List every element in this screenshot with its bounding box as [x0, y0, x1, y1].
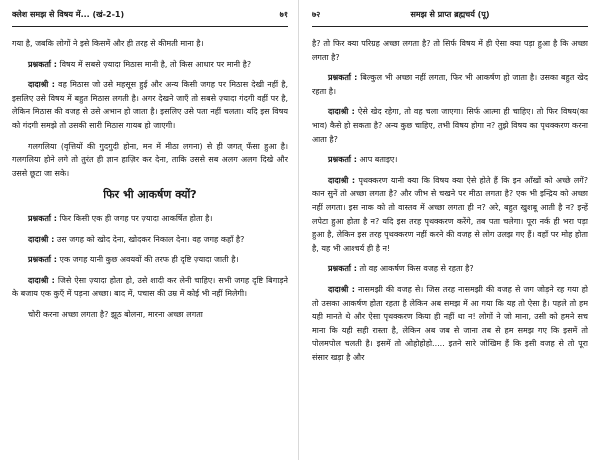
speaker-label: प्रश्नकर्ता : [28, 59, 57, 69]
paragraph [12, 233, 288, 247]
paragraph-text: चोरी करना अच्छा लगता है? झूठ बोलना, मारना अच्छा लगता [28, 309, 203, 319]
speaker-label: दादाश्री : [328, 175, 356, 185]
paragraph [12, 37, 288, 51]
speaker-label: प्रश्नकर्ता : [328, 155, 357, 165]
paragraph [312, 105, 588, 146]
speaker-label: प्रश्नकर्ता : [328, 73, 358, 83]
paragraph [12, 308, 288, 322]
paragraph-text: फिर किसी एक ही जगह पर ज़्यादा आकर्षित होता है। [59, 213, 213, 223]
paragraph-text: ऐसे खेद रहेगा, तो वह चला जाएगा। सिर्फ आत्मा ही चाहिए। तो फिर विषय(का भाव) कैसे हो सकता है? अन्य कुछ चाहिए, तभी विषय होगा न? तुझे विषय का पृथक्करण करना आता है? [312, 107, 588, 144]
paragraph [12, 253, 288, 267]
paragraph [312, 174, 588, 256]
section-title: फिर भी आकर्षण क्यों? [103, 188, 197, 202]
left-page-header [12, 6, 288, 27]
speaker-label: दादाश्री : [328, 284, 355, 294]
speaker-label: दादाश्री : [328, 107, 355, 117]
left-running-head: क्लेश समझ से विषय में... (खं-2-1) [12, 10, 125, 19]
paragraph-text: तो वह आकर्षण किस वजह से रहता है? [359, 264, 474, 274]
paragraph [312, 283, 588, 365]
paragraph [12, 58, 288, 72]
paragraph [12, 78, 288, 132]
paragraph-text: जिसे ऐसा ज़्यादा होता हो, उसे शादी कर लेनी चाहिए। सभी जगह दृष्टि बिगाड़ने के बजाय एक कुएँ में पड़ना अच्छा। बाद में, पचास की उम्र में कोई भी नहीं मिलेगी। [12, 275, 288, 299]
speaker-label: प्रश्नकर्ता : [328, 264, 357, 274]
paragraph [12, 212, 288, 226]
paragraph-text: पृथक्करण यानी क्या कि विषय क्या ऐसे होते हैं कि इन आँखों को अच्छे लगें? कान सुनें तो अच्छा लगता है? और जीभ से चखने पर मीठा लगता है? एक भी इन्द्रिय को अच्छा नहीं लगता। इस नाक को तो वास्तव में अच्छा लगता ही न? अरे, बहुत खुशबू आती है न? इन्हें लपेटा हुआ होता है न? यदि इस तरह पृथक्करण करेंगे, तब पता चलेगा। पूरा नर्क ही भरा पड़ा हुआ है, लेकिन इस तरह पृथक्करण नहीं करने की वजह से लोग उलझ गए हैं। वहाँ पर मोह होता है, यह भी आश्चर्य ही है न! [312, 175, 588, 253]
paragraph-text: एक जगह यानी कुछ अवयवों की तरफ ही दृष्टि ज़्यादा जाती है। [59, 255, 239, 265]
page-gutter [298, 0, 299, 460]
paragraph-text: वह मिठास जो उसे महसूस हुई और अन्य किसी जगह पर मिठास देखी नहीं है, इसलिए उसे विषय में बहुत मिठास लगती है। अगर देखने जाएँ तो सबसे ज़्यादा गंदगी वहीं पर है, लेकिन मिठास की वजह से उसे अभान हो जाता है। इसलिए उसे पता नहीं चलता। यदि इस विषय को गंदगी समझे तो उसकी सारी मिठास गायब हो जाएगी। [12, 80, 288, 130]
right-page-header [312, 6, 588, 27]
paragraph [12, 140, 288, 181]
left-page [12, 6, 288, 454]
right-running-head: समझ से प्राप्त ब्रह्मचर्य (पू) [410, 10, 490, 19]
paragraph-text: नासमझी की वजह से। जिस तरह नासमझी की वजह से जग जोड़ने रह गया हो तो उसका आकर्षण होता रहता है लेकिन अब समझ में आ गया कि यह तो ऐसा है। पहले तो हम यही मानते थे और ऐसा पृथक्करण किया ही नहीं था न! लोगों ने जो माना, उसी को हमने सच माना कि यही सही रास्ता है, लेकिन अब जब से जाना तब से हम समझ गए कि इसमें तो पोलमपोल चलती है। इसमें तो ओहोहोहो..... इतने सारे जोखिम हैं कि इसी वजह से तो पूरा संसार खड़ा है और [312, 284, 588, 362]
paragraph-text: विषय में सबसे ज़्यादा मिठास मानी है, तो किस आधार पर मानी है? [59, 59, 252, 69]
right-page [312, 6, 588, 454]
paragraph [312, 262, 588, 276]
paragraph-text: गलगलिया (वृत्तियों की गुदगुदी होना, मन में मीठा लगना) से ही जगत् फँसा हुआ है। गलगलिया होने लगे तो तुरंत ही ज्ञान हाज़िर कर देना, ताकि उससे सब अलग अलग दिखे और उससे छूटा जा सके। [12, 141, 288, 178]
speaker-label: प्रश्नकर्ता : [28, 213, 57, 223]
left-page-number: ७१ [279, 10, 288, 19]
speaker-label: दादाश्री : [28, 234, 55, 244]
speaker-label: दादाश्री : [28, 80, 55, 90]
paragraph [312, 71, 588, 98]
right-page-number: ७२ [312, 10, 321, 19]
paragraph [312, 37, 588, 64]
speaker-label: दादाश्री : [28, 275, 55, 285]
paragraph-text: उस जगह को खोद देना, खोदकर निकाल देना। वह जगह कहाँ है? [56, 234, 245, 244]
paragraph-text: गया है, जबकि लोगों ने इसे किसमें और ही तरह से कीमती माना है। [12, 39, 204, 48]
paragraph-text: आप बताइए। [359, 155, 398, 165]
speaker-label: प्रश्नकर्ता : [28, 255, 57, 265]
paragraph-text: है? तो फिर क्या परिग्रह अच्छा लगता है? तो सिर्फ विषय में ही ऐसा क्या पड़ा हुआ है कि अच्छा लगता है? [312, 39, 588, 62]
paragraph [12, 274, 288, 301]
paragraph-text: बिल्कुल भी अच्छा नहीं लगता, फिर भी आकर्षण हो जाता है। उसका बहुत खेद रहता है। [312, 73, 588, 96]
paragraph [312, 153, 588, 167]
